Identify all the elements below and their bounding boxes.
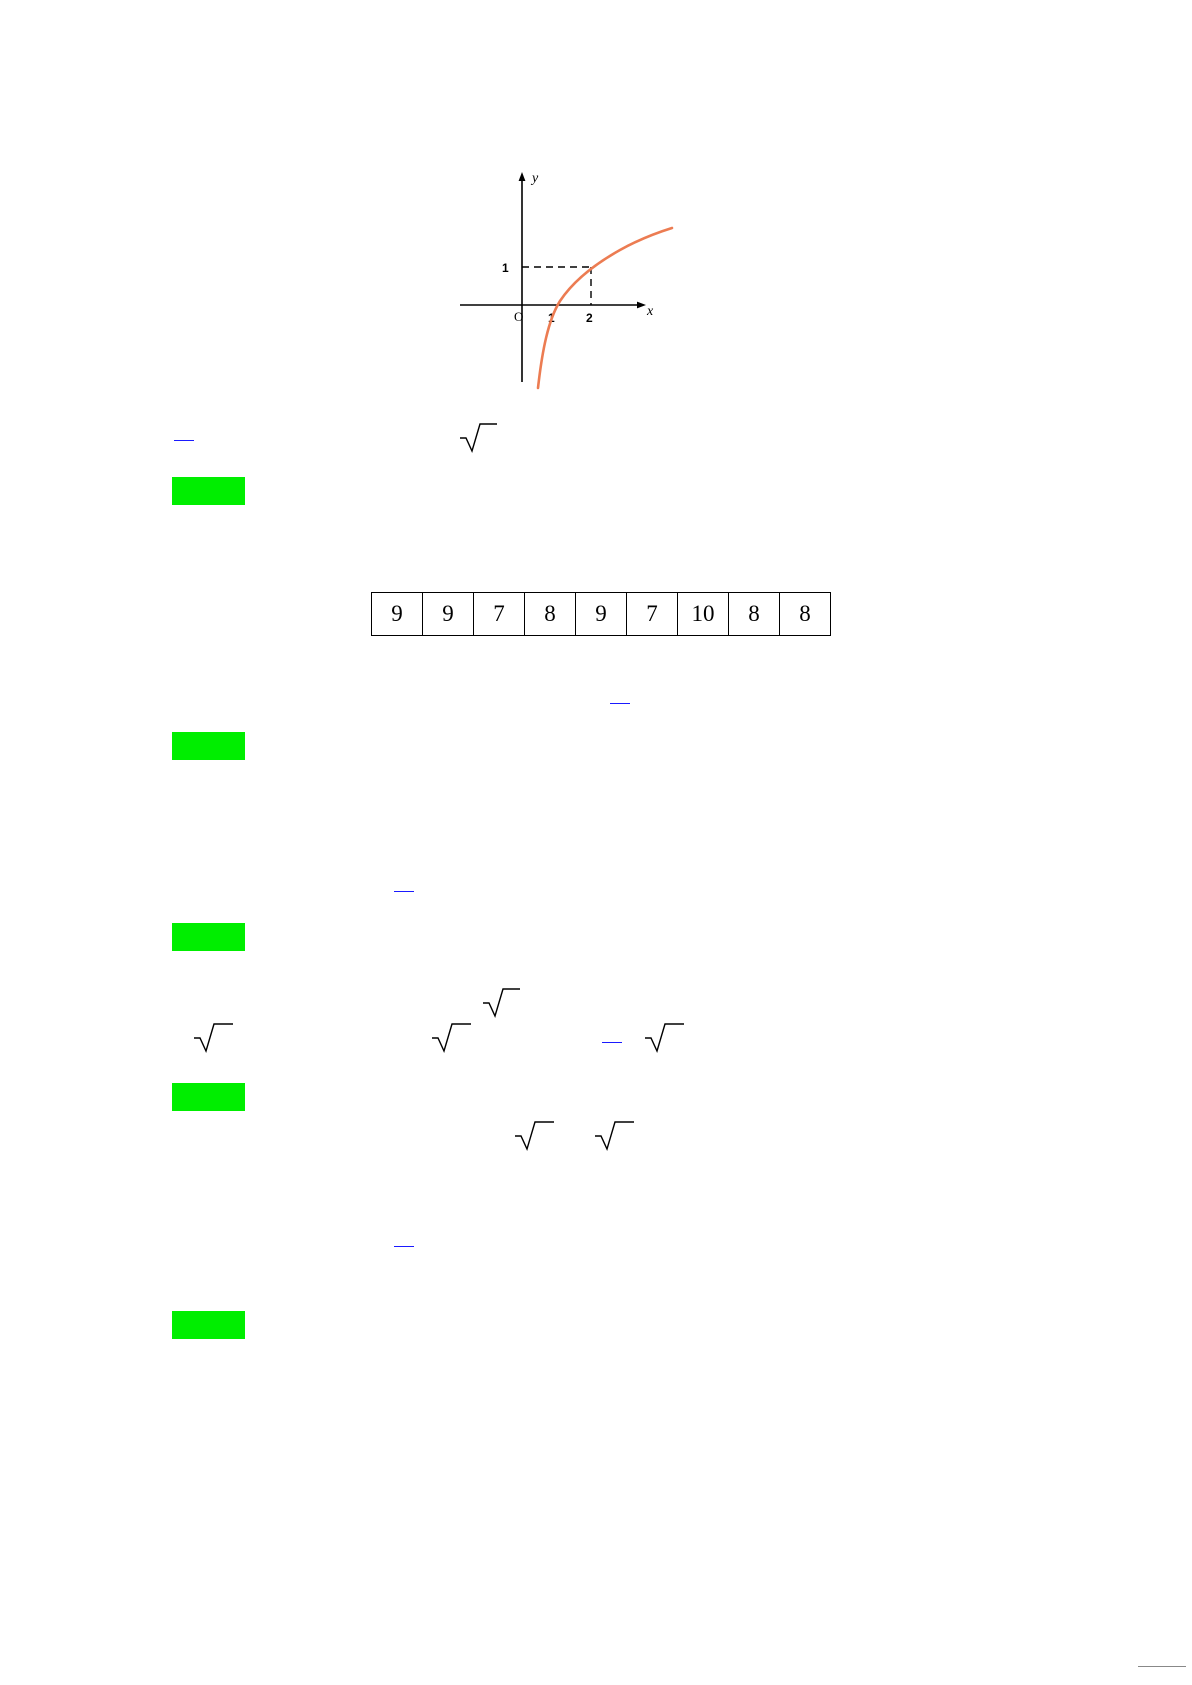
- svg-text:1: 1: [502, 261, 509, 275]
- data-values-table: [371, 592, 831, 636]
- radical-sign-1: [458, 420, 498, 454]
- radical-sign-2: [481, 985, 521, 1019]
- answer-blank-2: [172, 732, 245, 760]
- table-cell: 8: [780, 593, 831, 636]
- table-cell: 8: [729, 593, 780, 636]
- page-corner-marker: [1126, 1655, 1186, 1681]
- radical-sign-3: [192, 1020, 234, 1054]
- svg-text:x: x: [647, 304, 654, 319]
- table-cell: 10: [678, 593, 729, 636]
- radical-sign-5: [643, 1020, 685, 1054]
- answer-blank-4: [172, 1083, 245, 1111]
- svg-text:O: O: [514, 309, 524, 324]
- radical-sign-7: [593, 1118, 635, 1152]
- table-cell: 7: [627, 593, 678, 636]
- svg-text:1: 1: [548, 311, 555, 325]
- page-corner-rule: [1138, 1666, 1186, 1667]
- logarithmic-curve-graph: [440, 160, 700, 400]
- table-cell: 9: [576, 593, 627, 636]
- table-cell: 8: [525, 593, 576, 636]
- table-cell: 7: [474, 593, 525, 636]
- fraction-bar-4: [602, 1042, 622, 1043]
- table-row: [372, 593, 831, 636]
- fraction-bar-3: [394, 891, 414, 892]
- answer-blank-3: [172, 923, 245, 951]
- table-cell: 9: [423, 593, 474, 636]
- fraction-bar-5: [394, 1246, 414, 1247]
- fraction-bar-2: [610, 703, 630, 704]
- radical-sign-4: [430, 1020, 472, 1054]
- svg-text:2: 2: [586, 311, 593, 325]
- fraction-bar-1: [174, 440, 194, 441]
- answer-blank-1: [172, 477, 245, 505]
- radical-sign-6: [513, 1118, 555, 1152]
- answer-blank-5: [172, 1311, 245, 1339]
- table-cell: 9: [372, 593, 423, 636]
- svg-text:y: y: [532, 171, 539, 186]
